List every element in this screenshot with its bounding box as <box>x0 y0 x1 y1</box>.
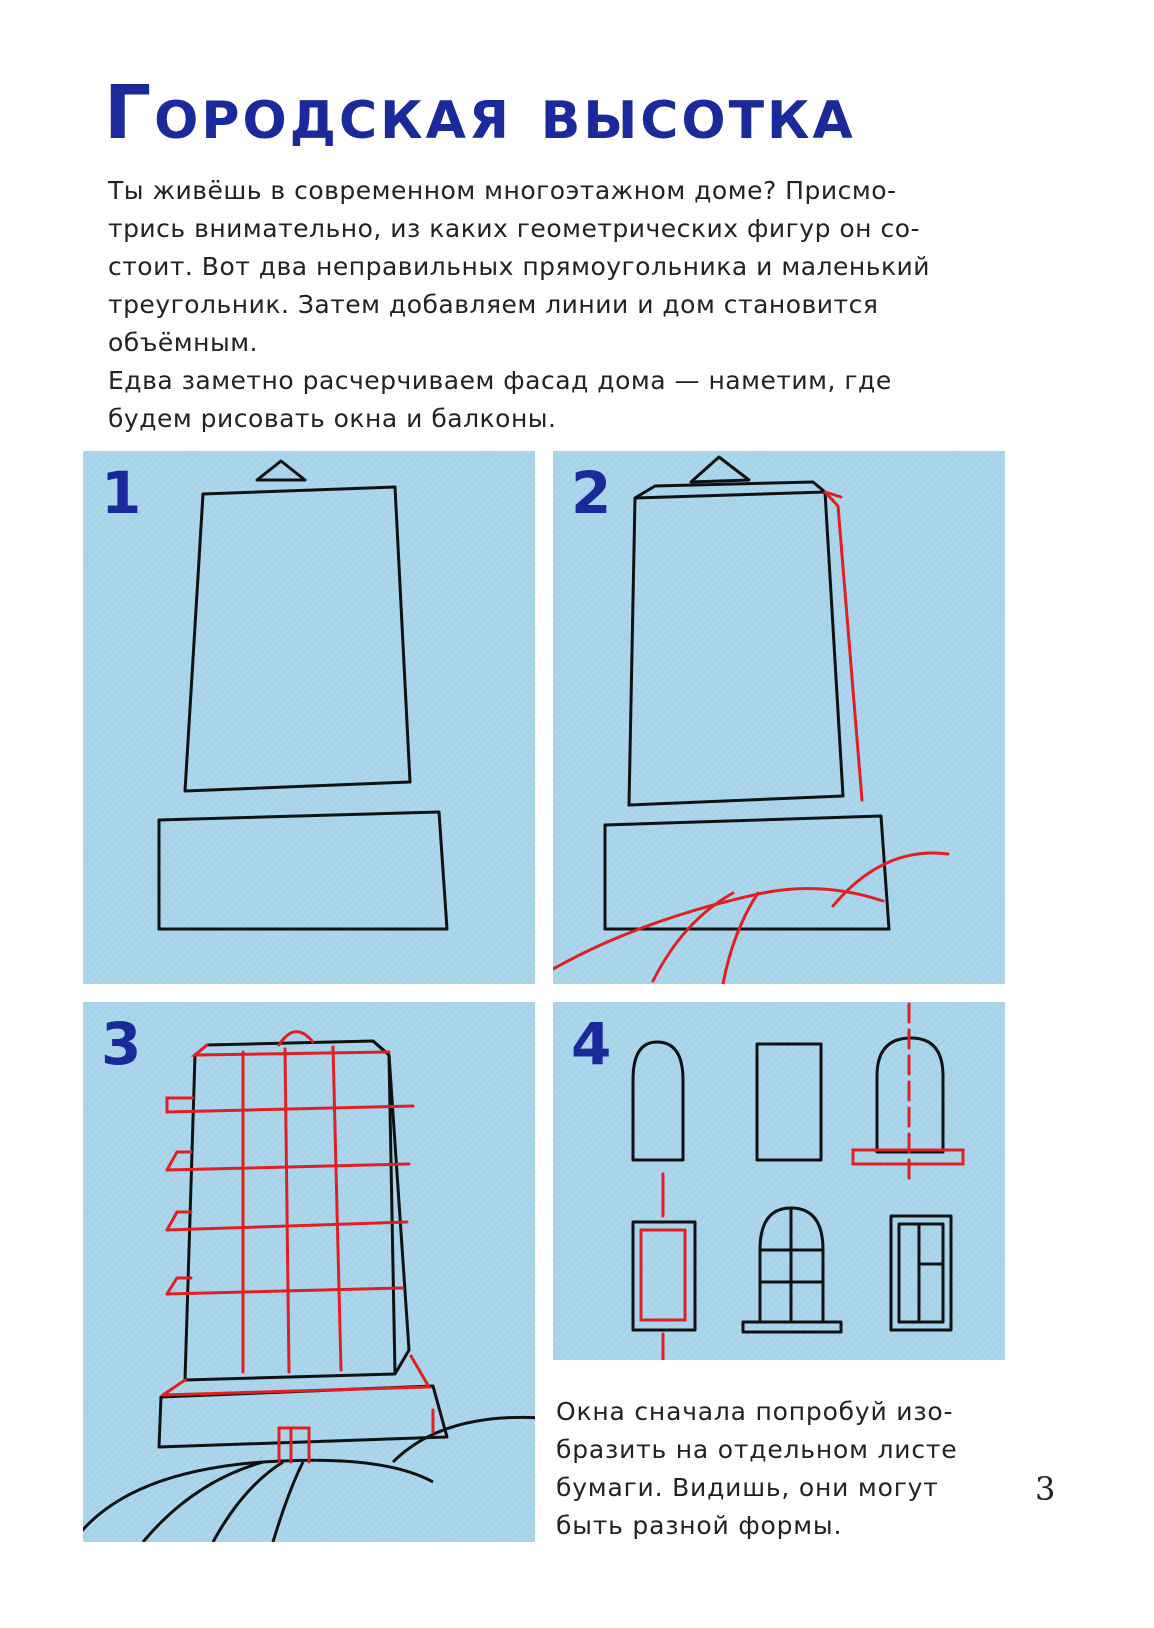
step-number: 3 <box>101 1010 142 1078</box>
roof-line <box>195 1045 389 1055</box>
step-4-drawing <box>553 1002 1005 1360</box>
hill-line <box>393 1417 535 1462</box>
path-line <box>273 1462 303 1542</box>
tower-base <box>159 812 447 929</box>
facade-vertical <box>285 1049 289 1372</box>
step-2-drawing <box>553 451 1005 984</box>
split-window-inner <box>899 1224 943 1322</box>
step-4-panel <box>553 1002 1005 1360</box>
step-3-panel <box>83 1002 535 1542</box>
base-corner <box>163 1380 185 1395</box>
caption-line: бразить на отдельном листе <box>556 1435 958 1464</box>
intro-line: трись внимательно, из каких геометрических фигур он со- <box>108 214 921 243</box>
hill-line <box>833 853 948 906</box>
caption-line: Окна сначала попробуй изо- <box>556 1397 954 1426</box>
caption-line: бумаги. Видишь, они могут <box>556 1473 939 1502</box>
page-number: 3 <box>1035 1470 1056 1508</box>
floor-line <box>167 1288 403 1294</box>
roof-triangle <box>257 461 305 480</box>
roof-triangle <box>691 457 749 482</box>
intro-line: Едва заметно расчерчиваем фасад дома — наметим, где <box>108 366 892 395</box>
path-line <box>213 1462 283 1542</box>
floor-line <box>167 1164 409 1170</box>
balcony-line <box>167 1152 191 1170</box>
tower-body <box>185 1041 395 1380</box>
inner-frame <box>641 1230 685 1320</box>
step-number: 4 <box>571 1010 612 1078</box>
step-1-drawing <box>83 451 535 984</box>
window-grid <box>919 1224 943 1322</box>
intro-line: объёмным. <box>108 328 259 357</box>
facade-vertical <box>333 1047 341 1370</box>
door-line <box>279 1428 309 1462</box>
tower-body <box>629 482 843 805</box>
caption-text <box>556 1393 1006 1545</box>
window-sill <box>743 1322 841 1332</box>
arched-window <box>633 1042 683 1160</box>
rect-window <box>757 1044 821 1160</box>
page-title: Городская высотка <box>104 70 856 156</box>
intro-line: Ты живёшь в современном многоэтажном доме? Присмо- <box>108 176 897 205</box>
step-1-panel <box>83 451 535 984</box>
ground-line <box>83 1460 433 1542</box>
step-3-drawing <box>83 1002 535 1542</box>
step-2-panel <box>553 451 1005 984</box>
path-line <box>143 1462 263 1542</box>
intro-line: будем рисовать окна и балконы. <box>108 404 557 433</box>
tower-body <box>185 487 410 791</box>
window-grid <box>760 1208 823 1322</box>
balcony-line <box>167 1098 193 1112</box>
caption-line: быть разной формы. <box>556 1511 843 1540</box>
path-line <box>653 893 733 981</box>
roof-edge <box>635 492 825 498</box>
balcony-line <box>167 1212 191 1230</box>
step-number: 1 <box>101 459 142 527</box>
path-line <box>723 893 758 984</box>
side-edge-line <box>825 492 862 800</box>
step-number: 2 <box>571 459 612 527</box>
intro-line: стоит. Вот два неправильных прямоугольника и маленький <box>108 252 931 281</box>
floor-line <box>167 1106 413 1112</box>
intro-line: треугольник. Затем добавляем линии и дом становится <box>108 290 879 319</box>
intro-text <box>108 172 1008 438</box>
